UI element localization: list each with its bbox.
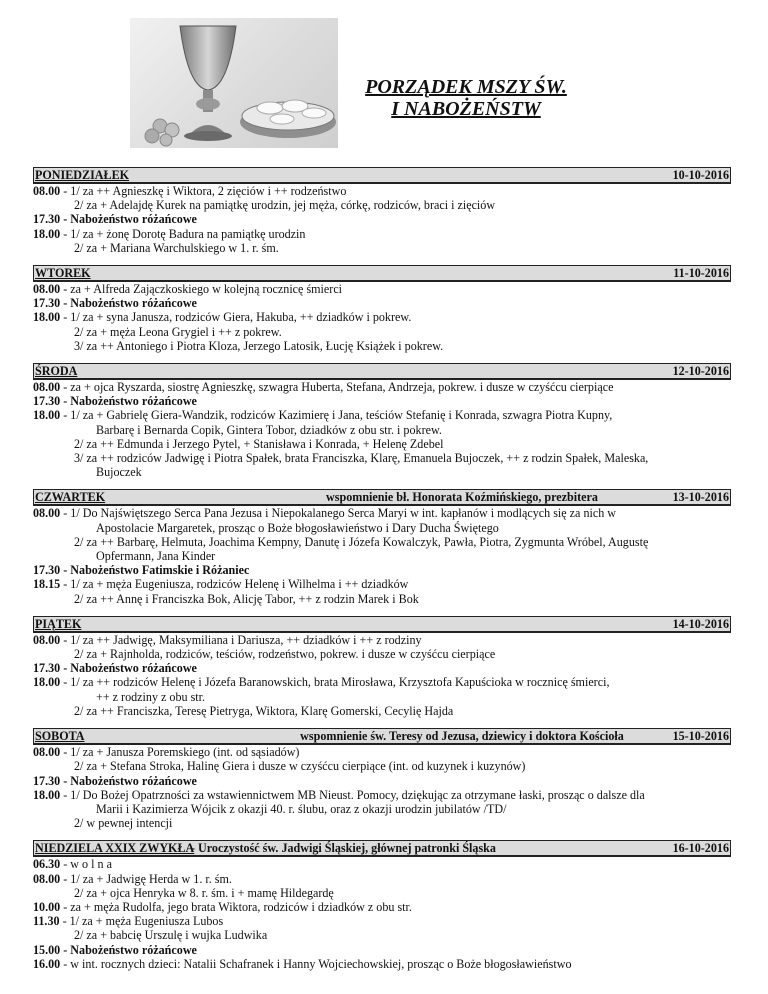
intention-text: - w o l n a [60,857,112,872]
intention-text: 3/ za ++ rodziców Jadwigę i Piotra Spałek, brata Franciszka, Klarę, Emanuela Bujoczek, ++ z rodzin Spałek, Maleska, [74,451,649,466]
intention-line [33,535,731,549]
intention-line [33,339,731,353]
intention-text: Marii i Kazimierza Wójcik z okazji 40. r. ślubu, oraz z okazji urodzin jubilatów /TD/ [96,801,507,816]
mass-time: 08.00 [33,632,61,647]
day-date: 12-10-2016 [672,364,729,379]
page-header [130,18,650,148]
mass-time: 18.00 [33,310,61,325]
intention-text: - Nabożeństwo Fatimskie i Różaniec [60,563,250,578]
day-note: - Uroczystość św. Jadwigi Śląskiej, głównej patronki Śląska [191,841,496,856]
intention-text: 2/ za ++ Franciszka, Teresę Pietryga, Wiktora, Klarę Gomerski, Cecylię Hajda [74,703,454,718]
intention-line [33,212,731,226]
mass-time: 17.30 [33,773,61,788]
intention-line [33,788,731,802]
mass-time: 17.30 [33,296,61,311]
day-section [33,489,731,605]
intention-line [33,241,731,255]
day-date: 11-10-2016 [673,266,729,281]
intention-line [33,857,731,871]
day-section [33,728,731,830]
mass-time: 08.00 [33,745,61,760]
day-date: 10-10-2016 [672,168,729,182]
intention-line [33,943,731,957]
intention-text: 2/ za ++ Annę i Franciszka Bok, Alicję Tabor, ++ z rodzin Marek i Bok [74,591,419,606]
day-date: 13-10-2016 [672,490,729,505]
intention-text: - Nabożeństwo różańcowe [60,661,197,676]
day-header [33,489,731,506]
intention-text: - Nabożeństwo różańcowe [60,394,197,409]
intention-line [33,592,731,606]
day-name: WTOREK [35,266,91,281]
mass-time: 11.30 [33,914,60,929]
mass-time: 08.00 [33,871,61,886]
chalice-photo-illustration [130,18,338,148]
intention-text: - za + Alfreda Zajączkoskiego w kolejną rocznicę śmierci [60,282,343,297]
day-date: 14-10-2016 [672,616,729,631]
intention-line [33,633,731,647]
intention-text: - 1/ za + Janusza Poremskiego (int. od sąsiadów) [60,745,300,760]
intention-text: Barbarę i Bernarda Copik, Gintera Tobor, dziadków z obu str. i pokrew. [96,422,442,437]
intention-text: Opfermann, Jana Kinder [96,549,216,564]
intention-text: - 1/ za ++ rodziców Helenę i Józefa Baranowskich, brata Mirosława, Krzysztofa Kapuścioka w rocznicę śmierci, [60,675,610,690]
intention-text: - za + ojca Ryszarda, siostrę Agnieszkę, szwagra Huberta, Stefana, Andrzeja, pokrew. i dusze w czyśćcu cierpiące [60,380,614,395]
mass-time: 18.00 [33,408,61,423]
day-section [33,840,731,971]
intention-line [33,227,731,241]
intention-line [33,928,731,942]
intention-line [33,704,731,718]
intention-text: 2/ za ++ Barbarę, Helmuta, Joachima Kempny, Danutę i Józefa Kowalczyk, Pawła, Piotra, Zygmunta Wróbel, Augustę [74,534,649,549]
intention-text: ++ z rodziny z obu str. [96,689,206,704]
intention-line [33,549,731,563]
intention-text: - Nabożeństwo różańcowe [60,296,197,311]
day-date: 16-10-2016 [672,841,729,856]
day-section [33,167,731,255]
day-header [33,616,731,633]
intention-text: 2/ za + Adelajdę Kurek na pamiątkę urodzin, jej męża, córkę, rodziców, braci i zięciów [74,198,496,213]
mass-time: 18.00 [33,675,61,690]
day-date: 15-10-2016 [672,729,729,744]
mass-time: 15.00 [33,942,61,957]
intention-text: - za + męża Rudolfa, jego brata Wiktora, rodziców i dziadków z obu str. [60,899,412,914]
mass-time: 18.00 [33,787,61,802]
intention-line [33,310,731,324]
mass-time: 06.30 [33,857,61,872]
mass-time: 17.30 [33,394,61,409]
intention-text: 2/ za + babcię Urszulę i wujka Ludwika [74,928,268,943]
intention-line [33,661,731,675]
intention-line [33,900,731,914]
day-name: PIĄTEK [35,616,82,631]
intention-text: - Nabożeństwo różańcowe [60,773,197,788]
intention-text: 2/ za + męża Leona Grygiel i ++ z pokrew. [74,324,282,339]
intention-line [33,437,731,451]
intention-text: - 1/ za + męża Eugeniusza Lubos [59,914,224,929]
intention-line [33,325,731,339]
intention-line [33,394,731,408]
intention-line [33,872,731,886]
intention-line [33,957,731,971]
mass-time: 16.00 [33,956,61,971]
intention-text: - 1/ za + męża Eugeniusza, rodziców Helenę i Wilhelma i ++ dziadków [60,577,409,592]
mass-time: 18.00 [33,226,61,241]
mass-time: 10.00 [33,899,61,914]
intention-line [33,282,731,296]
intention-line [33,647,731,661]
day-name: ŚRODA [35,364,78,379]
page-title [326,76,606,120]
day-header [33,167,731,184]
intention-text: - 1/ za ++ Agnieszkę i Wiktora, 2 zięciów i ++ rodzeństwo [60,184,347,198]
intention-text: 3/ za ++ Antoniego i Piotra Kloza, Jerzego Latosik, Łucję Książek i pokrew. [74,338,444,353]
intention-line [33,184,731,198]
intention-line [33,451,731,465]
mass-time: 17.30 [33,661,61,676]
intention-line [33,577,731,591]
day-header [33,363,731,380]
intention-text: Apostolacie Margaretek, prosząc o Boże błogosławieństwo i Dary Ducha Świętego [96,520,499,535]
day-name: NIEDZIELA XXIX ZWYKŁA [35,841,195,856]
intention-line [33,521,731,535]
intention-text: - 1/ za + żonę Dorotę Badura na pamiątkę urodzin [60,226,306,241]
day-name: CZWARTEK [35,490,106,505]
intention-text: 2/ w pewnej intencji [74,816,173,831]
intention-text: - 1/ za + syna Janusza, rodziców Giera, Hakuba, ++ dziadków i pokrew. [60,310,412,325]
mass-time: 08.00 [33,506,61,521]
intention-line [33,690,731,704]
day-note: wspomnienie bł. Honorata Koźmińskiego, prezbitera [326,490,598,505]
intention-line [33,886,731,900]
intention-text: - 1/ za ++ Jadwigę, Maksymiliana i Dariusza, ++ dziadków i ++ z rodziny [60,632,422,647]
intention-line [33,506,731,520]
mass-time: 08.00 [33,184,61,198]
page-title-line-1: PORZĄDEK MSZY ŚW. [365,76,567,98]
day-header [33,265,731,282]
intention-text: 2/ za + Stefana Stroka, Halinę Giera i dusze w czyśćcu cierpiące (int. od kuzynek i kuzynów) [74,759,526,774]
chalice-and-hosts-photo [130,18,338,148]
intention-line [33,296,731,310]
intention-line [33,380,731,394]
intention-line [33,423,731,437]
intention-line [33,198,731,212]
mass-schedule [33,167,731,981]
intention-text: Bujoczek [96,465,142,480]
day-header [33,840,731,857]
day-name: SOBOTA [35,729,85,744]
intention-line [33,408,731,422]
day-section [33,616,731,718]
intention-text: 2/ za + Mariana Warchulskiego w 1. r. śm. [74,240,279,255]
intention-text: - 1/ za + Gabrielę Giera-Wandzik, rodziców Kazimierę i Jana, teściów Stefanię i Konrada, szwagra Piotra Kupny, [60,408,613,423]
intention-text: - w int. rocznych dzieci: Natalii Schafranek i Hanny Wojciechowskiej, prosząc o Boże błogosławieństwo [60,956,572,971]
intention-text: - 1/ Do Bożej Opatrzności za wstawiennictwem MB Nieust. Pomocy, dziękując za otrzymane łaski, prosząc o dalsze dla [60,787,645,802]
day-section [33,265,731,353]
intention-line [33,802,731,816]
intention-text: 2/ za + ojca Henryka w 8. r. śm. i + mamę Hildegardę [74,885,334,900]
day-header [33,728,731,745]
mass-time: 08.00 [33,282,61,297]
day-section [33,363,731,479]
intention-line [33,816,731,830]
mass-time: 17.30 [33,563,61,578]
intention-text: 2/ za + Rajnholda, rodziców, teściów, rodzeństwo, pokrew. i dusze w czyśćcu cierpiące [74,647,496,662]
mass-time: 18.15 [33,577,61,592]
intention-line [33,563,731,577]
day-note: wspomnienie św. Teresy od Jezusa, dziewicy i doktora Kościoła [300,729,624,744]
intention-line [33,675,731,689]
intention-text: - 1/ za + Jadwigę Herda w 1. r. śm. [60,871,232,886]
intention-line [33,914,731,928]
intention-line [33,465,731,479]
intention-text: - Nabożeństwo różańcowe [60,942,197,957]
intention-text: 2/ za ++ Edmunda i Jerzego Pytel, + Stanisława i Konrada, + Helenę Zdebel [74,436,444,451]
intention-line [33,759,731,773]
intention-line [33,774,731,788]
intention-line [33,745,731,759]
page-title-line-2: I NABOŻEŃSTW [391,98,541,120]
intention-text: - 1/ Do Najświętszego Serca Pana Jezusa i Niepokalanego Serca Maryi w int. kapłanów i modlących się za nich w [60,506,617,521]
intention-text: - Nabożeństwo różańcowe [60,212,197,227]
mass-time: 17.30 [33,212,61,227]
day-name: PONIEDZIAŁEK [35,168,130,182]
mass-time: 08.00 [33,380,61,395]
